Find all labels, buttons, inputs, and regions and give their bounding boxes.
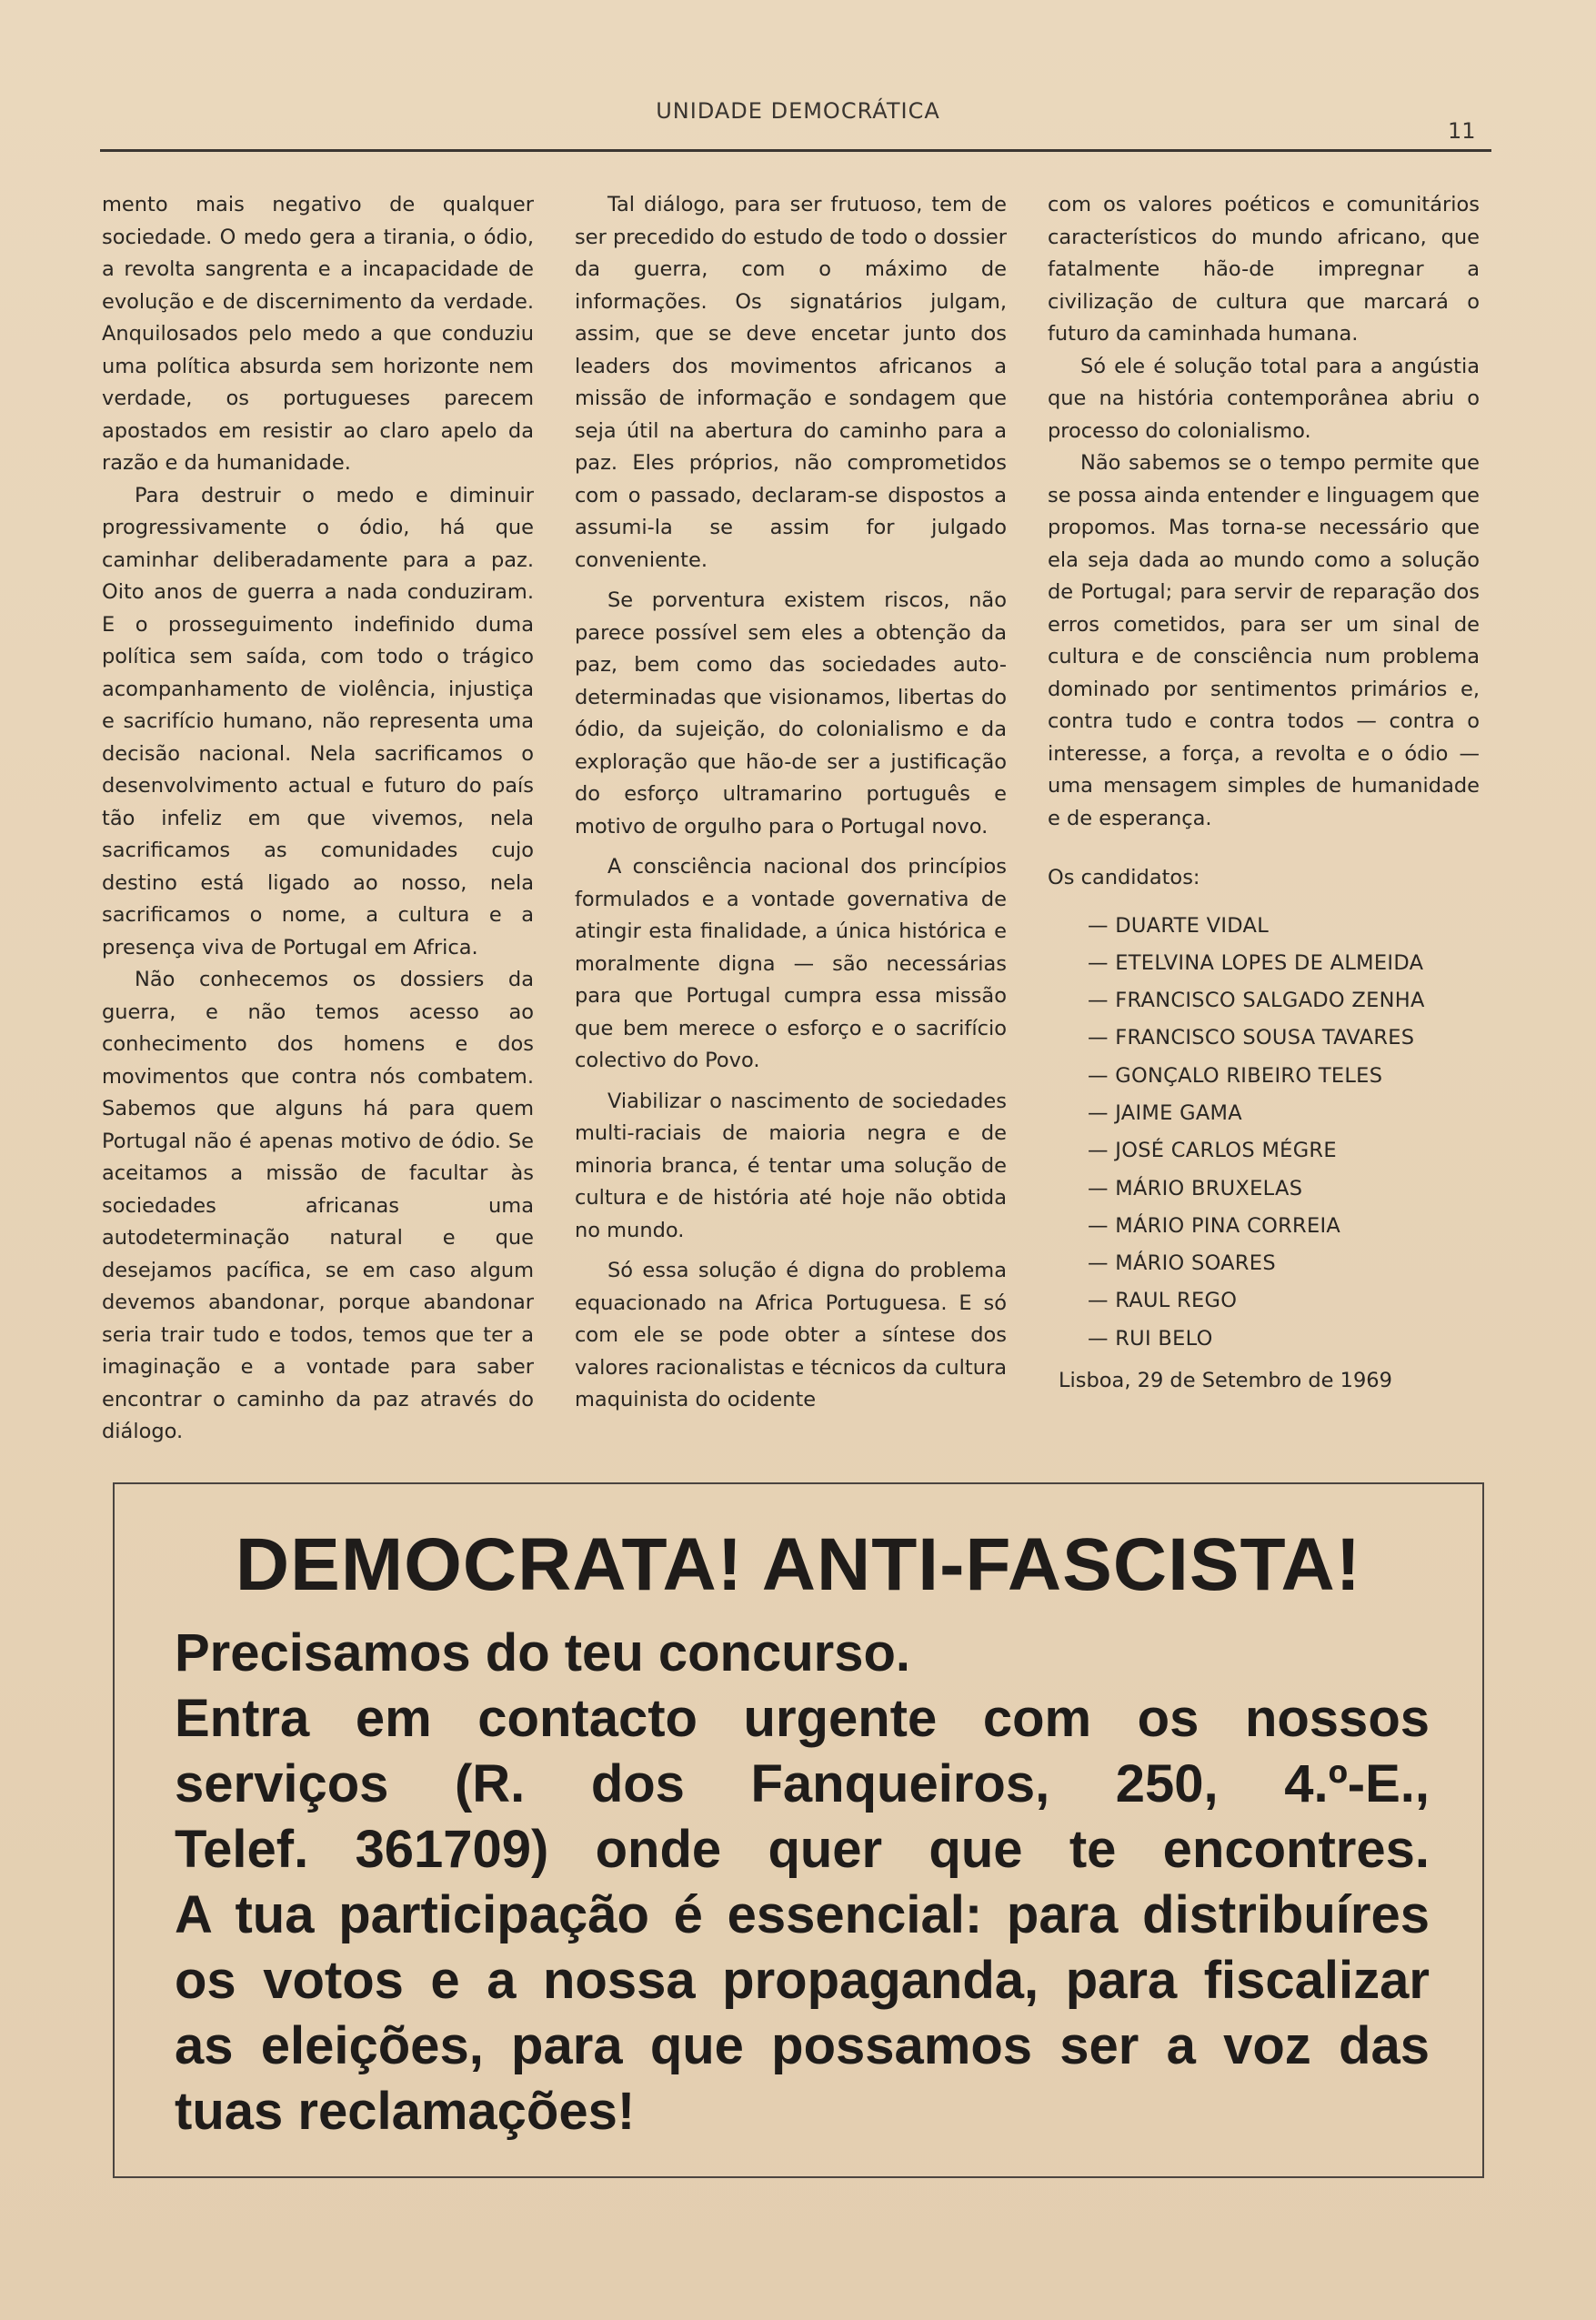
paragraph: com os valores poéticos e comunitários característicos do mundo africano, que fatalmente hão-de impregnar a civilização de cultura que marcará o futuro da caminhada humana. xyxy=(1048,193,1480,346)
candidates-label: Os candidatos: xyxy=(1048,866,1200,889)
candidate-name: — FRANCISCO SOUSA TAVARES xyxy=(1088,1026,1415,1050)
paragraph: Não sabemos se o tempo permite que se possa ainda entender e linguagem que propomos. Mas torna-se necessário que ela seja dada ao mundo como a solução de Portugal; para servir de reparação dos erros cometidos, para ser um sinal de cultura e de consciência num problema dominado por sentimentos primários e, contra tudo e contra todos — contra o interesse, a força, a revolta e o ódio — uma mensagem simples de humanidade e de esperança. xyxy=(1048,451,1480,830)
header-rule xyxy=(100,149,1491,152)
paragraph: Viabilizar o nascimento de sociedades multi-raciais de maioria negra e de minoria branca, é tentar uma solução de cultura e de história até hoje não obtida no mundo. xyxy=(575,1089,1007,1242)
article-column-3 xyxy=(1048,189,1480,1398)
candidate-name: — MÁRIO BRUXELAS xyxy=(1088,1176,1303,1200)
candidate-name: — GONÇALO RIBEIRO TELES xyxy=(1088,1063,1383,1088)
publication-title: UNIDADE DEMOCRÁTICA xyxy=(656,98,940,124)
advert-line: os votos e a nossa propaganda, para fiscalizar xyxy=(175,1951,1430,2010)
advert-line: as eleições, para que possamos ser a voz das xyxy=(175,2016,1430,2075)
advert-body xyxy=(175,1621,1430,2144)
advert-line: Precisamos do teu concurso. xyxy=(175,1623,911,1682)
paragraph: mento mais negativo de qualquer sociedade. O medo gera a tirania, o ódio, a revolta sangrenta e a incapacidade de evolução e de discernimento da verdade. Anquilosados pelo medo a que conduziu uma política absurda sem horizonte nem verdade, os portugueses parecem apostados em resistir ao claro apelo da razão e da humanidade. xyxy=(102,193,534,475)
candidate-name: — MÁRIO SOARES xyxy=(1088,1251,1276,1276)
advert-line: A tua participação é essencial: para distribuíres xyxy=(175,1885,1430,1944)
candidate-name: — JOSÉ CARLOS MÉGRE xyxy=(1088,1139,1337,1163)
candidate-name: — JAIME GAMA xyxy=(1088,1100,1242,1125)
advert-line: Entra em contacto urgente com os nossos xyxy=(175,1689,1430,1748)
paragraph: Não conhecemos os dossiers da guerra, e não temos acesso ao conhecimento dos homens e dos movimentos que contra nós combatem. Sabemos que alguns há para quem Portugal não é apenas motivo de ódio. Se aceitamos a missão de facultar às sociedades africanas uma autodeterminação natural e que desejamos pacífica, se em caso algum devemos abandonar, porque abandonar seria trair tudo e todos, temos que ter a imaginação e a vontade para saber encontrar o caminho da paz através do diálogo. xyxy=(102,968,534,1443)
article-column-2 xyxy=(575,189,1007,1417)
advert-line: serviços (R. dos Fanqueiros, 250, 4.º-E., xyxy=(175,1754,1430,1813)
advert-line: tuas reclamações! xyxy=(175,2082,636,2141)
paragraph: Só essa solução é digna do problema equacionado na Africa Portuguesa. E só com ele se pode obter a síntese dos valores racionalistas e técnicos da cultura maquinista do ocidente xyxy=(575,1259,1007,1411)
advert-line: Telef. 361709) onde quer que te encontres. xyxy=(175,1820,1430,1879)
candidates-list xyxy=(1048,908,1480,1359)
paragraph: Tal diálogo, para ser frutuoso, tem de ser precedido do estudo de todo o dossier da guerra, com o máximo de informações. Os signatários julgam, assim, que se deve encetar junto dos leaders dos movimentos africanos a missão de informação e sondagem que seja útil na abertura do caminho para a paz. Eles próprios, não comprometidos com o passado, declaram-se dispostos a assumi-la se assim for julgado conveniente. xyxy=(575,193,1007,572)
candidate-name: — DUARTE VIDAL xyxy=(1088,913,1270,938)
paragraph: A consciência nacional dos princípios formulados e a vontade governativa de atingir esta finalidade, a única histórica e moralmente digna — são necessárias para que Portugal cumpra essa missão que bem merece o esforço e o sacrifício colectivo do Povo. xyxy=(575,855,1007,1072)
page-number: 11 xyxy=(1448,118,1476,144)
paragraph: Se porventura existem riscos, não parece possível sem eles a obtenção da paz, bem como das sociedades auto-determinadas que visionamos, libertas do ódio, da sujeição, do colonialismo e da exploração que hão-de ser a justificação do esforço ultramarino português e motivo de orgulho para o Portugal novo. xyxy=(575,588,1007,839)
candidate-name: — FRANCISCO SALGADO ZENHA xyxy=(1088,989,1425,1013)
candidate-name: — RUI BELO xyxy=(1088,1326,1213,1351)
paragraph: Para destruir o medo e diminuir progressivamente o ódio, há que caminhar deliberadamente para a paz. Oito anos de guerra a nada conduziram. E o prosseguimento indefinido duma política sem saída, com todo o trágico acompanhamento de violência, injustiça e sacrifício humano, não representa uma decisão nacional. Nela sacrificamos o desenvolvimento actual e futuro do país tão infeliz em que vivemos, nela sacrificamos as comunidades cujo destino está ligado ao nosso, nela sacrificamos o nome, a cultura e a presença viva de Portugal em Africa. xyxy=(102,483,534,959)
paragraph: Só ele é solução total para a angústia que na história contemporânea abriu o processo do colonialismo. xyxy=(1048,354,1480,443)
place-date-signature: Lisboa, 29 de Setembro de 1969 xyxy=(1059,1369,1392,1393)
candidate-name: — MÁRIO PINA CORREIA xyxy=(1088,1213,1341,1238)
candidate-name: — ETELVINA LOPES DE ALMEIDA xyxy=(1088,950,1424,975)
article-column-1 xyxy=(102,189,534,1449)
candidate-name: — RAUL REGO xyxy=(1088,1289,1238,1313)
advert-headline: DEMOCRATA! ANTI-FASCISTA! xyxy=(235,1523,1362,1606)
advert-box xyxy=(113,1482,1484,2178)
